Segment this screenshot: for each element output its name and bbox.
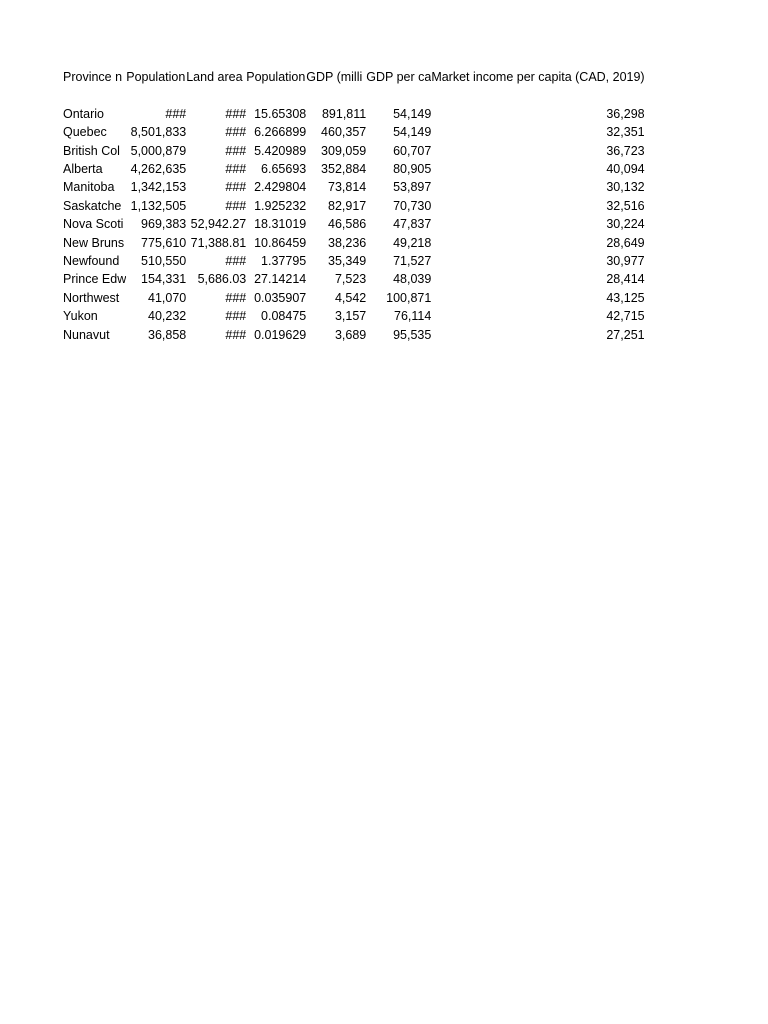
cell-gdp-per-capita[interactable]: 54,149 <box>393 125 432 140</box>
cell-population[interactable]: 510,550 <box>141 254 187 269</box>
cell-gdp-per-capita[interactable]: 47,837 <box>393 217 432 232</box>
cell-land-area[interactable]: ### <box>225 162 247 177</box>
cell-land-area[interactable]: ### <box>225 198 247 213</box>
cell-land-area[interactable]: 5,686.03 <box>197 272 247 287</box>
cell-gdp-per-capita[interactable]: 71,527 <box>393 254 432 269</box>
cell-population[interactable]: 8,501,833 <box>130 125 187 140</box>
cell-land-area[interactable]: ### <box>225 106 247 121</box>
header-cell-population[interactable]: Population <box>126 70 186 84</box>
cell-population[interactable]: 1,132,505 <box>130 198 187 213</box>
header-row <box>63 68 645 86</box>
cell-province[interactable]: Saskatche <box>63 198 122 213</box>
cell-gdp-per-capita[interactable]: 60,707 <box>393 143 432 158</box>
cell-gdp[interactable]: 73,814 <box>328 180 367 195</box>
cell-province[interactable]: Alberta <box>63 162 103 177</box>
cell-province[interactable]: Nova Scoti <box>63 217 124 232</box>
table-row <box>63 123 645 141</box>
cell-gdp-per-capita[interactable]: 54,149 <box>393 106 432 121</box>
cell-population[interactable]: 40,232 <box>148 309 187 324</box>
cell-population-density[interactable]: 27.14214 <box>254 272 307 287</box>
cell-market-income[interactable]: 27,251 <box>606 327 645 342</box>
cell-province[interactable]: Newfound <box>63 254 120 269</box>
cell-gdp-per-capita[interactable]: 100,871 <box>386 290 432 305</box>
table-row <box>63 252 645 270</box>
cell-population-density[interactable]: 15.65308 <box>254 106 307 121</box>
cell-market-income[interactable]: 40,094 <box>606 162 645 177</box>
cell-population[interactable]: ### <box>165 106 187 121</box>
cell-population-density[interactable]: 5.420989 <box>254 143 307 158</box>
cell-population[interactable]: 4,262,635 <box>130 162 187 177</box>
cell-population[interactable]: 969,383 <box>141 217 187 232</box>
cell-gdp-per-capita[interactable]: 76,114 <box>394 309 432 324</box>
cell-province[interactable]: Prince Edw <box>63 272 127 287</box>
cell-gdp-per-capita[interactable]: 80,905 <box>393 162 432 177</box>
cell-land-area[interactable]: ### <box>225 290 247 305</box>
cell-gdp[interactable]: 46,586 <box>328 217 367 232</box>
table-row <box>63 307 645 325</box>
table-row <box>63 178 645 196</box>
header-cell-land-area[interactable]: Land area <box>186 70 243 84</box>
cell-population-density[interactable]: 18.31019 <box>254 217 307 232</box>
cell-market-income[interactable]: 30,132 <box>606 180 645 195</box>
cell-population-density[interactable]: 0.019629 <box>254 327 307 342</box>
cell-gdp-per-capita[interactable]: 48,039 <box>393 272 432 287</box>
cell-market-income[interactable]: 30,224 <box>606 217 645 232</box>
cell-gdp[interactable]: 35,349 <box>328 254 367 269</box>
cell-population[interactable]: 5,000,879 <box>130 143 187 158</box>
cell-gdp[interactable]: 82,917 <box>328 198 367 213</box>
cell-gdp-per-capita[interactable]: 70,730 <box>393 198 432 213</box>
cell-population[interactable]: 154,331 <box>141 272 187 287</box>
cell-market-income[interactable]: 28,414 <box>606 272 645 287</box>
table-row <box>63 142 645 160</box>
cell-land-area[interactable]: ### <box>225 125 247 140</box>
cell-gdp[interactable]: 7,523 <box>334 272 367 287</box>
cell-land-area[interactable]: 52,942.27 <box>190 217 247 232</box>
cell-market-income[interactable]: 36,723 <box>606 143 645 158</box>
cell-population-density[interactable]: 1.925232 <box>254 198 307 213</box>
header-cell-gdp[interactable]: GDP (milli <box>306 70 363 84</box>
cell-gdp[interactable]: 352,884 <box>321 162 367 177</box>
table-row <box>63 105 645 123</box>
cell-population[interactable]: 41,070 <box>148 290 187 305</box>
cell-population-density[interactable]: 10.86459 <box>254 235 307 250</box>
cell-province[interactable]: Yukon <box>63 309 98 324</box>
cell-market-income[interactable]: 28,649 <box>606 235 645 250</box>
cell-gdp-per-capita[interactable]: 95,535 <box>393 327 432 342</box>
table-row <box>63 289 645 307</box>
cell-market-income[interactable]: 32,351 <box>606 125 645 140</box>
cell-province[interactable]: New Bruns <box>63 235 125 250</box>
cell-province[interactable]: Nunavut <box>63 327 110 342</box>
cell-population-density[interactable]: 0.08475 <box>261 309 307 324</box>
cell-province[interactable]: British Col <box>63 143 120 158</box>
cell-land-area[interactable]: ### <box>225 254 247 269</box>
cell-province[interactable]: Northwest <box>63 290 120 305</box>
cell-population-density[interactable]: 2.429804 <box>254 180 307 195</box>
cell-market-income[interactable]: 42,715 <box>606 309 645 324</box>
cell-gdp[interactable]: 309,059 <box>321 143 367 158</box>
table-row <box>63 326 645 344</box>
header-cell-market-income[interactable]: Market income per capita (CAD, 2019) <box>431 70 645 84</box>
cell-gdp-per-capita[interactable]: 49,218 <box>393 235 432 250</box>
empty-row <box>63 86 645 104</box>
cell-population[interactable]: 1,342,153 <box>130 180 187 195</box>
cell-market-income[interactable]: 30,977 <box>606 254 645 269</box>
cell-land-area[interactable]: 71,388.81 <box>190 235 247 250</box>
header-cell-population-density[interactable]: Population <box>246 70 306 84</box>
cell-population-density[interactable]: 6.65693 <box>261 162 307 177</box>
cell-population[interactable]: 775,610 <box>141 235 187 250</box>
table-row <box>63 215 645 233</box>
cell-land-area[interactable]: ### <box>225 180 247 195</box>
cell-land-area[interactable]: ### <box>225 143 247 158</box>
table-row <box>63 270 645 288</box>
province-data-table <box>63 68 645 344</box>
cell-gdp[interactable]: 891,811 <box>321 106 367 121</box>
table-row <box>63 160 645 178</box>
cell-province[interactable]: Ontario <box>63 106 104 121</box>
cell-gdp[interactable]: 3,689 <box>334 327 367 342</box>
cell-market-income[interactable]: 32,516 <box>606 198 645 213</box>
header-cell-province[interactable]: Province n <box>63 70 123 84</box>
cell-gdp-per-capita[interactable]: 53,897 <box>393 180 432 195</box>
cell-population-density[interactable]: 0.035907 <box>254 290 307 305</box>
cell-population-density[interactable]: 6.266899 <box>254 125 307 140</box>
cell-gdp[interactable]: 38,236 <box>328 235 367 250</box>
cell-gdp[interactable]: 3,157 <box>334 309 367 324</box>
cell-population-density[interactable]: 1.37795 <box>261 254 307 269</box>
header-cell-gdp-per-capita[interactable]: GDP per ca <box>366 70 432 84</box>
cell-population[interactable]: 36,858 <box>148 327 187 342</box>
cell-province[interactable]: Manitoba <box>63 180 115 195</box>
table-row <box>63 197 645 215</box>
cell-gdp[interactable]: 4,542 <box>334 290 367 305</box>
cell-province[interactable]: Quebec <box>63 125 107 140</box>
cell-land-area[interactable]: ### <box>225 309 247 324</box>
cell-gdp[interactable]: 460,357 <box>321 125 367 140</box>
cell-market-income[interactable]: 43,125 <box>606 290 645 305</box>
cell-market-income[interactable]: 36,298 <box>606 106 645 121</box>
table-row <box>63 234 645 252</box>
cell-land-area[interactable]: ### <box>225 327 247 342</box>
